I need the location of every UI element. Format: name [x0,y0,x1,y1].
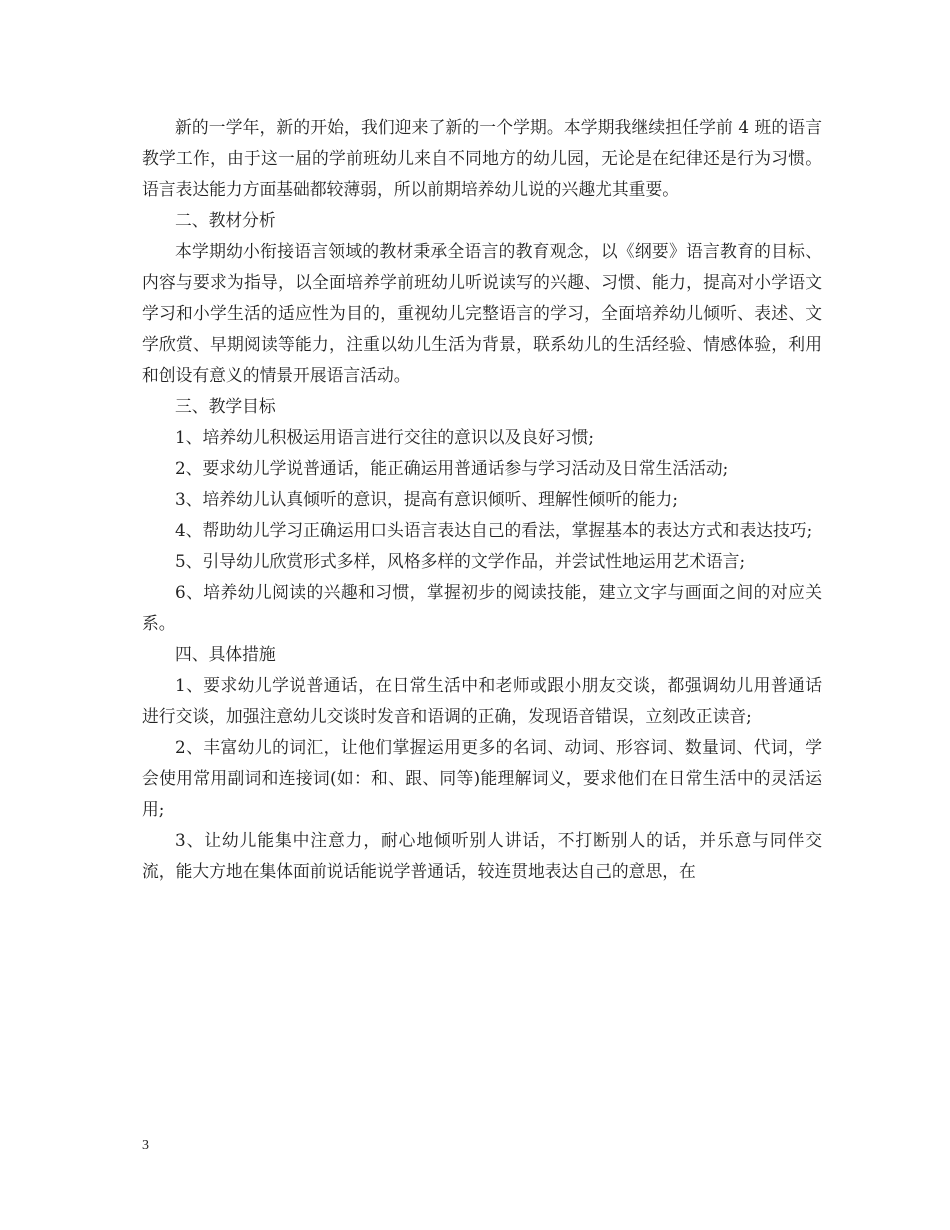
goal-item-2: 2、要求幼儿学说普通话，能正确运用普通话参与学习活动及日常生活活动; [175,458,729,478]
goal-item-3: 3、培养幼儿认真倾听的意识，提高有意识倾听、理解性倾听的能力; [175,489,678,509]
goal-item-5: 5、引导幼儿欣赏形式多样，风格多样的文学作品，并尝试性地运用艺术语言; [175,551,746,571]
document-body [142,112,822,887]
goal-item-1: 1、培养幼儿积极运用语言进行交往的意识以及良好习惯; [175,427,595,447]
section-heading-measures: 四、具体措施 [175,644,276,664]
goal-item-6: 6、培养幼儿阅读的兴趣和习惯，掌握初步的阅读技能，建立文字与画面之间的对应关系。 [142,582,822,633]
section-heading-goals: 三、教学目标 [175,396,276,416]
section-heading-materials: 二、教材分析 [175,210,276,230]
measure-item-2: 2、丰富幼儿的词汇，让他们掌握运用更多的名词、动词、形容词、数量词、代词，学会使用常用副词和连接词(如：和、跟、同等)能理解词义，要求他们在日常生活中的灵活运用; [142,737,822,819]
measure-item-3: 3、让幼儿能集中注意力，耐心地倾听别人讲话，不打断别人的话，并乐意与同伴交流，能大方地在集体面前说话能说学普通话，较连贯地表达自己的意思，在 [142,830,822,881]
paragraph-intro: 新的一学年，新的开始，我们迎来了新的一个学期。本学期我继续担任学前 4 班的语言教学工作，由于这一届的学前班幼儿来自不同地方的幼儿园，无论是在纪律还是行为习惯。语言表达能力方面基础都较薄弱，所以前期培养幼儿说的兴趣尤其重要。 [142,117,822,199]
paragraph-materials: 本学期幼小衔接语言领域的教材秉承全语言的教育观念，以《纲要》语言教育的目标、内容与要求为指导，以全面培养学前班幼儿听说读写的兴趣、习惯、能力，提高对小学语文学习和小学生活的适应性为目的，重视幼儿完整语言的学习，全面培养幼儿倾听、表述、文学欣赏、早期阅读等能力，注重以幼儿生活为背景，联系幼儿的生活经验、情感体验，利用和创设有意义的情景开展语言活动。 [142,241,822,385]
measure-item-1: 1、要求幼儿学说普通话，在日常生活中和老师或跟小朋友交谈，都强调幼儿用普通话进行交谈，加强注意幼儿交谈时发音和语调的正确，发现语音错误，立刻改正读音; [142,675,822,726]
goal-item-4: 4、帮助幼儿学习正确运用口头语言表达自己的看法，掌握基本的表达方式和表达技巧; [175,520,813,540]
page-number: 3 [142,1138,149,1153]
